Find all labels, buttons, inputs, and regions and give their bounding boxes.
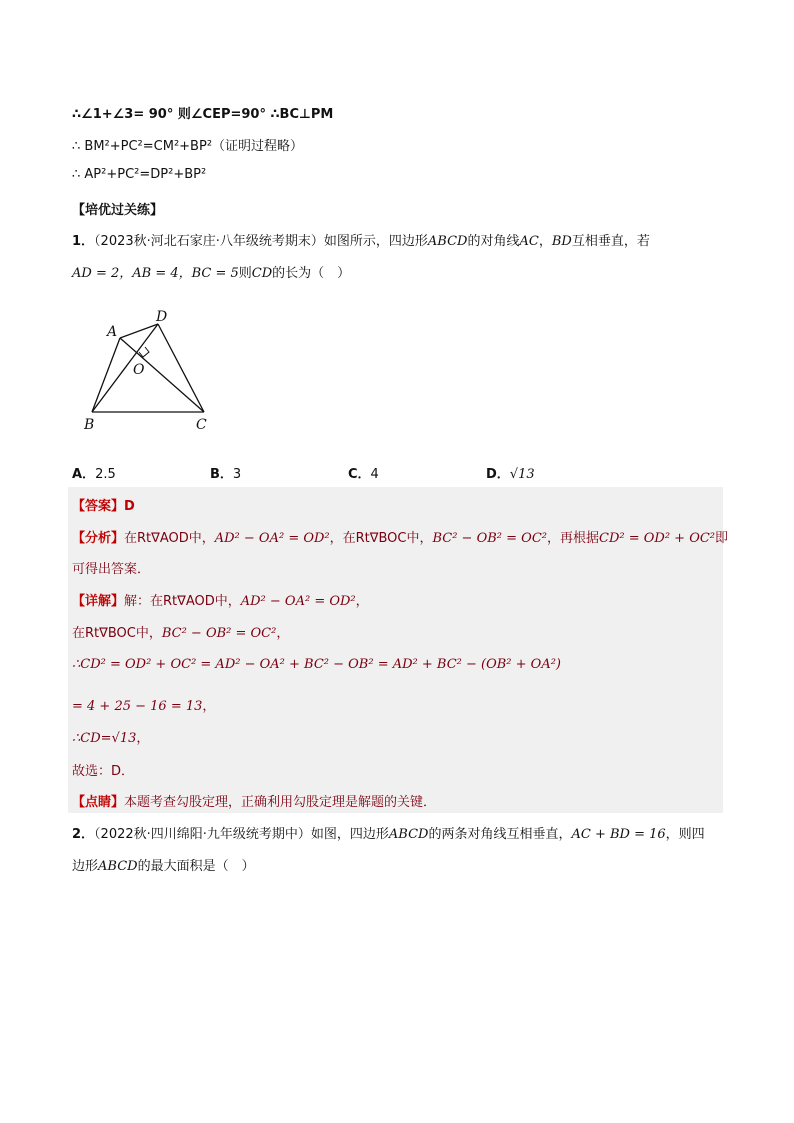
option-a[interactable] <box>72 463 116 482</box>
analysis-text: ，在Rt∇BOC中， <box>329 531 433 546</box>
label-b: B <box>84 417 95 433</box>
option-b[interactable] <box>210 463 241 482</box>
detail-eq: BC² − OB² = OC² <box>161 626 277 641</box>
label-o: O <box>133 362 145 378</box>
diagonal-ac: AC <box>519 234 539 249</box>
option-key: C． <box>348 467 371 482</box>
question-1-line-2 <box>72 262 350 281</box>
label-a: A <box>107 324 118 340</box>
detail-line-4 <box>72 695 215 714</box>
option-value: 4 <box>370 467 379 482</box>
section-title: 【培优过关练】 <box>72 203 164 218</box>
detail-text: 在Rt∇BOC中， <box>72 626 162 641</box>
punctuation: ， <box>202 699 216 714</box>
question-number: 1． <box>72 234 95 249</box>
question-text: 如图所示，四边形 <box>323 234 428 249</box>
question-number: 2． <box>72 827 95 842</box>
analysis-text: ，再根据 <box>546 531 599 546</box>
quad-name: ABCD <box>427 234 468 249</box>
punctuation: ， <box>276 626 290 641</box>
analysis-tag: 【分析】 <box>72 531 125 546</box>
analysis-text: 即 <box>715 531 729 546</box>
proof-line-2: ∴ BM²+PC²=CM²+BP²（证明过程略） <box>72 139 304 154</box>
question-source: （2022秋·四川绵阳·九年级统考期中） <box>94 827 311 842</box>
option-key: A． <box>72 467 96 482</box>
analysis-line <box>72 527 728 546</box>
punctuation: ， <box>355 594 369 609</box>
question-2-line-2 <box>72 855 255 874</box>
punctuation: ， <box>136 731 150 746</box>
question-source: （2023秋·河北石家庄·八年级统考期末） <box>94 234 324 249</box>
detail-eq: ∴CD=√13 <box>72 731 137 746</box>
label-c: C <box>196 417 207 433</box>
question-text: 则 <box>238 266 252 281</box>
answer-line <box>72 495 135 514</box>
analysis-eq: BC² − OB² = OC² <box>432 531 547 546</box>
option-value: 3 <box>232 467 242 482</box>
question-text: ，则四 <box>665 827 705 842</box>
proof-line-3: ∴ AP²+PC²=DP²+BP² <box>72 167 207 182</box>
condition: AC + BD = 16 <box>571 827 666 842</box>
comment-text: 本题考查勾股定理，正确利用勾股定理是解题的关键． <box>124 795 437 810</box>
question-text: 的两条对角线互相垂直， <box>428 827 572 842</box>
question-text: ， <box>538 234 552 249</box>
diagonal-bd-line <box>92 324 158 412</box>
option-c[interactable] <box>348 463 379 482</box>
label-d: D <box>156 309 168 325</box>
option-value: 2.5 <box>95 467 116 482</box>
analysis-eq: AD² − OA² = OD² <box>214 531 330 546</box>
analysis-cont: 可得出答案． <box>72 562 151 577</box>
quad-name: ABCD <box>98 859 138 874</box>
edge-dc <box>158 324 204 412</box>
detail-tag: 【详解】 <box>72 594 125 609</box>
detail-text: 解：在Rt∇AOD中， <box>124 594 241 609</box>
question-2-line-1 <box>72 823 705 842</box>
question-1-line-1 <box>72 230 650 249</box>
quad-name: ABCD <box>388 827 429 842</box>
question-text: 的长为（ ） <box>272 266 351 281</box>
choose-line: 故选：D． <box>72 764 135 779</box>
question-text: 的最大面积是（ ） <box>137 859 255 874</box>
answer-value: D <box>124 499 135 514</box>
answer-tag: 【答案】 <box>72 499 125 514</box>
detail-line-2 <box>72 622 289 641</box>
option-value: √13 <box>509 467 535 482</box>
comment-tag: 【点睛】 <box>72 795 125 810</box>
detail-eq: = 4 + 25 − 16 = 13 <box>72 699 203 714</box>
detail-line-1 <box>72 590 369 609</box>
question-text: 如图，四边形 <box>310 827 389 842</box>
edge-ba <box>92 338 120 412</box>
option-key: D． <box>486 467 510 482</box>
detail-eq: AD² − OA² = OD² <box>240 594 356 609</box>
detail-line-5 <box>72 727 149 746</box>
proof-line-1: ∴∠1+∠3= 90° 则∠CEP=90° ∴BC⊥PM <box>72 107 334 122</box>
question-text: 互相垂直，若 <box>571 234 650 249</box>
option-d[interactable] <box>486 463 535 482</box>
conditions: AD = 2，AB = 4，BC = 5 <box>72 266 239 281</box>
quadrilateral-figure <box>78 305 228 435</box>
diagonal-bd: BD <box>551 234 572 249</box>
analysis-text: 在Rt∇AOD中， <box>124 531 215 546</box>
option-key: B． <box>210 467 233 482</box>
comment-line <box>72 791 436 810</box>
analysis-eq: CD² = OD² + OC² <box>599 531 716 546</box>
detail-equation-3: ∴CD² = OD² + OC² = AD² − OA² + BC² − OB² = AD² + BC² − (OB² + OA²) <box>72 657 561 672</box>
segment-cd: CD <box>251 266 273 281</box>
question-text: 边形 <box>72 859 99 874</box>
question-text: 的对角线 <box>467 234 520 249</box>
